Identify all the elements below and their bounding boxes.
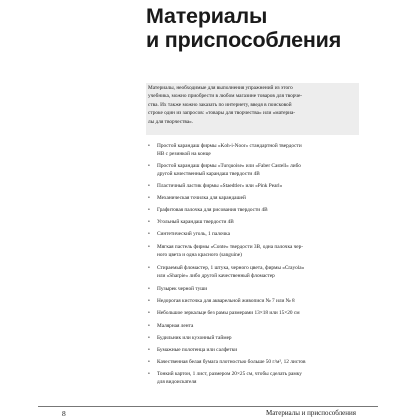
list-item-text: другой качественный карандаш твердости 4B bbox=[157, 171, 260, 177]
bullet-icon: • bbox=[148, 231, 150, 237]
bullet-icon: • bbox=[148, 310, 150, 316]
bullet-icon: • bbox=[148, 371, 150, 377]
bullet-icon: • bbox=[148, 286, 150, 292]
list-item-text: Бумажные полотенца или салфетки bbox=[157, 347, 238, 353]
list-item-text: Механическая точилка для карандашей bbox=[157, 195, 246, 201]
intro-line: Материалы, необходимые для выполнения упражнений из этого bbox=[148, 85, 293, 91]
list-item-text: Стираемый фломастер, 1 штука, черного цвета, фирмы «Crayola» bbox=[157, 265, 305, 271]
list-item bbox=[148, 182, 282, 190]
list-item bbox=[148, 230, 230, 238]
list-item-text: Малярная лента bbox=[157, 323, 194, 329]
bullet-icon: • bbox=[148, 219, 150, 225]
list-item-text: или «Sharpie» либо другой качественный фломастер bbox=[157, 273, 275, 279]
list-item-text: Качественная белая бумага плотностью больше 50 г/м², 12 листов bbox=[157, 359, 306, 365]
list-item-text: Графитовая палочка для рисования твердости 4B bbox=[157, 207, 268, 213]
intro-paragraph bbox=[148, 84, 360, 126]
list-item bbox=[148, 322, 193, 330]
page-number: 8 bbox=[62, 409, 66, 418]
list-item bbox=[148, 346, 237, 354]
intro-line: лы для творчества». bbox=[148, 118, 194, 125]
intro-line: строке один из запросов: «товары для творчества» или «материа- bbox=[148, 110, 296, 117]
bullet-icon: • bbox=[148, 347, 150, 353]
bullet-icon: • bbox=[148, 143, 150, 149]
list-item-text: Недорогая кисточка для акварельной живописи № 7 или № 8 bbox=[157, 298, 295, 304]
list-item bbox=[148, 243, 303, 259]
title-line-1: Материалы bbox=[146, 4, 268, 28]
bullet-icon: • bbox=[148, 207, 150, 213]
list-item-text: Мягкая пастель фирмы «Conte» твердости 3B, одна палочка чер- bbox=[157, 244, 304, 250]
list-item bbox=[148, 370, 302, 386]
list-item-text: Небольшое зеркальце без рамы размерами 13×18 или 15×20 см bbox=[157, 310, 300, 316]
list-item bbox=[148, 358, 305, 366]
intro-line: ства. Их также можно заказать по интернету, введя в поисковой bbox=[148, 101, 292, 108]
list-item bbox=[148, 142, 302, 158]
bullet-icon: • bbox=[148, 265, 150, 271]
bullet-icon: • bbox=[148, 359, 150, 365]
footer-rule bbox=[38, 406, 378, 407]
list-item-text: Пластичный ластик фирмы «Staedtler» или «Pink Pearl» bbox=[157, 183, 283, 189]
bullet-icon: • bbox=[148, 195, 150, 201]
bullet-icon: • bbox=[148, 335, 150, 341]
list-item-text: Пузырек черной туши bbox=[157, 286, 208, 292]
list-item bbox=[148, 264, 304, 280]
intro-line: учебника, можно приобрести в любом магазине товаров для творче- bbox=[148, 93, 303, 100]
page-title bbox=[146, 4, 341, 52]
bullet-icon: • bbox=[148, 183, 150, 189]
list-item bbox=[148, 309, 300, 317]
list-item-text: Будильник или кухонный таймер bbox=[157, 335, 232, 341]
bullet-icon: • bbox=[148, 244, 150, 250]
list-item-text: для видоискателя bbox=[157, 379, 197, 385]
bullet-icon: • bbox=[148, 298, 150, 304]
list-item bbox=[148, 194, 246, 202]
list-item bbox=[148, 334, 232, 342]
list-item bbox=[148, 162, 301, 178]
list-item-text: Синтетический уголь, 1 палочка bbox=[157, 231, 230, 237]
bullet-icon: • bbox=[148, 163, 150, 169]
list-item bbox=[148, 218, 234, 226]
list-item bbox=[148, 285, 207, 293]
list-item-text: Простой карандаш фирмы «Turquoise» или «Faber Castell» либо bbox=[157, 163, 301, 169]
list-item bbox=[148, 297, 295, 305]
list-item-text: Тонкий картон, 1 лист, размером 20×25 см, чтобы сделать рамку bbox=[157, 371, 302, 377]
title-line-2: и приспособления bbox=[146, 28, 342, 52]
running-head: Материалы и приспособления bbox=[266, 409, 356, 417]
list-item bbox=[148, 206, 268, 214]
list-item-text: HB с резинкой на конце bbox=[157, 151, 211, 157]
list-item-text: Угольный карандаш твердости 4B bbox=[157, 219, 234, 225]
bullet-icon: • bbox=[148, 323, 150, 329]
list-item-text: ного цвета и одна красного (sanguine) bbox=[157, 252, 242, 258]
list-item-text: Простой карандаш фирмы «Koh-i-Noor» стандартной твердости bbox=[157, 143, 302, 149]
